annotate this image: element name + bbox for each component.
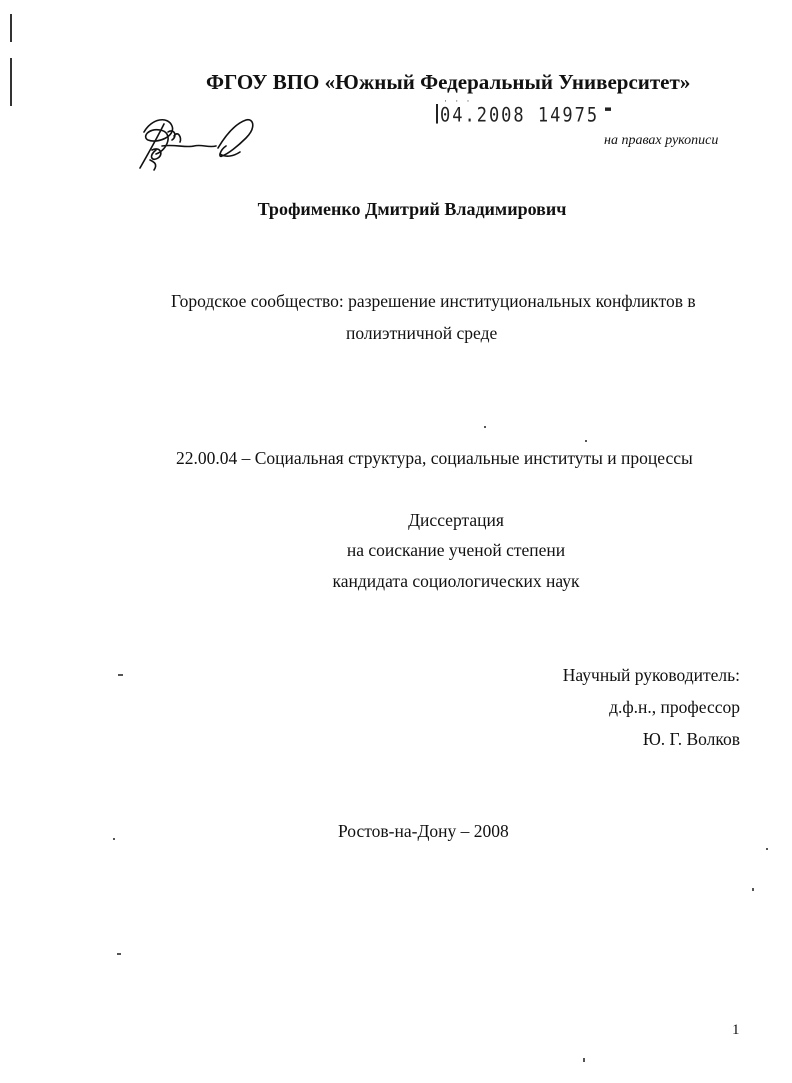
binding-edge-mark <box>10 58 12 106</box>
binding-edge-mark <box>10 14 12 42</box>
page-number: 1 <box>732 1022 740 1038</box>
scan-speck <box>118 674 123 676</box>
university-name: ФГОУ ВПО «Южный Федеральный Университет» <box>206 70 691 94</box>
scan-speck <box>766 848 768 850</box>
scan-speck <box>583 1058 585 1062</box>
stamp-dots: · · · <box>444 96 473 106</box>
degree-line-2: на соискание ученой степени <box>346 540 566 560</box>
scan-speck <box>484 426 486 428</box>
stamp-dash <box>605 107 611 110</box>
supervisor-label: Научный руководитель: <box>562 665 740 685</box>
supervisor-name: Ю. Г. Волков <box>642 729 740 749</box>
signature-image <box>134 110 264 176</box>
scan-speck <box>113 838 115 840</box>
thesis-title-line-2: полиэтничной среде <box>346 323 498 343</box>
supervisor-rank: д.ф.н., профессор <box>609 697 740 717</box>
scan-speck <box>585 440 587 442</box>
registration-stamp: 04.2008 14975 <box>436 104 611 127</box>
thesis-title-line-1: Городское сообщество: разрешение институциональных конфликтов в <box>171 291 696 311</box>
degree-line-3: кандидата социологических наук <box>332 571 580 591</box>
scan-speck <box>117 953 121 955</box>
city-year: Ростов-на-Дону – 2008 <box>338 821 509 841</box>
stamp-bar <box>436 104 438 124</box>
manuscript-note: на правах рукописи <box>604 133 719 148</box>
scan-speck <box>752 888 754 891</box>
degree-line-1: Диссертация <box>408 510 504 530</box>
author-name: Трофименко Дмитрий Владимирович <box>257 199 567 219</box>
specialty-code: 22.00.04 – Социальная структура, социальные институты и процессы <box>176 448 693 468</box>
